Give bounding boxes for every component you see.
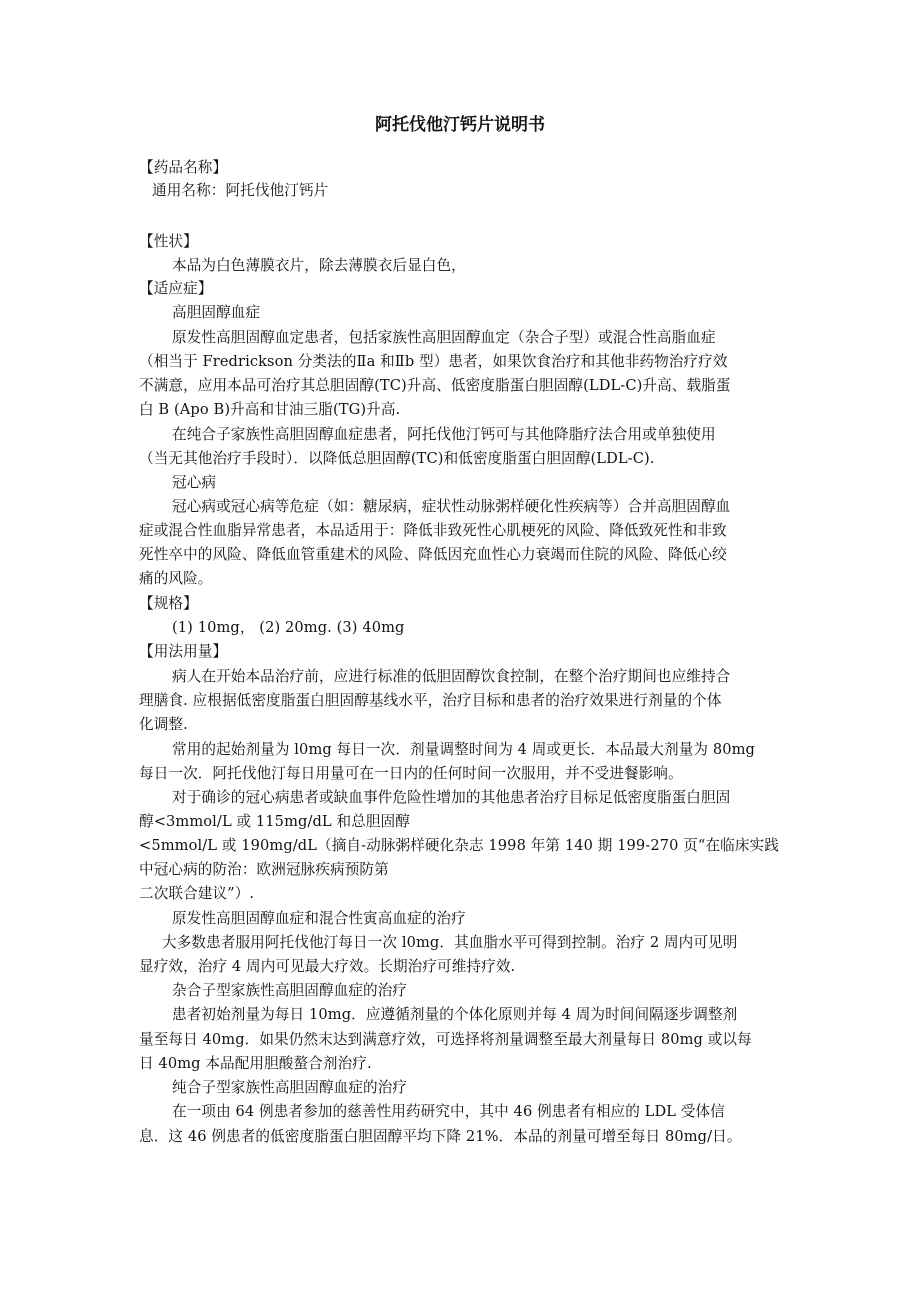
paragraph-line: 理膳食. 应根据低密度脂蛋白胆固醇基线水平，治疗目标和患者的治疗效果进行剂量的个体 (139, 692, 722, 709)
paragraph-line: 症或混合性血脂异常患者，本品适用于：降低非致死性心肌梗死的风险、降低致死性和非致 (139, 522, 727, 539)
paragraph-line: 死性卒中的风险、降低血管重建术的风险、降低因充血性心力衰竭而住院的风险、降低心绞 (139, 546, 727, 563)
paragraph-line: 常用的起始剂量为 l0mg 每日一次．剂量调整时间为 4 周或更长．本品最大剂量为 80mg (172, 741, 755, 758)
paragraph-line: <5mmol/L 或 190mg/dL（摘自-动脉粥样硬化杂志 1998 年第 140 期 199-270 页“在临床实践 (139, 837, 779, 854)
paragraph-line: 二次联合建议”）. (139, 885, 255, 902)
paragraph-line: 不满意，应用本品可治疗其总胆固醇(TC)升高、低密度脂蛋白胆固醇(LDL-C)升高、载脂蛋 (139, 377, 731, 394)
paragraph-line: 患者初始剂量为每日 10mg．应遵循剂量的个体化原则并每 4 周为时间间隔逐步调整剂 (172, 1006, 738, 1023)
paragraph-line: 量至每日 40mg．如果仍然末达到满意疗效，可选择将剂量调整至最大剂量每日 80mg 或以每 (139, 1031, 752, 1048)
generic-name: 通用名称：阿托伐他汀钙片 (152, 182, 329, 199)
spec-heading: 【规格】 (139, 595, 198, 612)
paragraph-line: 痛的风险。 (139, 570, 213, 587)
paragraph-line: 化调整. (139, 716, 188, 733)
paragraph-line: 显疗效，治疗 4 周内可见最大疗效。长期治疗可维持疗效. (139, 958, 516, 975)
paragraph-line: 中冠心病的防治：欧洲冠脉疾病预防第 (139, 861, 389, 878)
paragraph-line: （当无其他治疗手段时）．以降低总胆固醇(TC)和低密度脂蛋白胆固醇(LDL-C). (139, 450, 655, 467)
usage-subheading: 原发性高胆固醇血症和混合性寅高血症的治疗 (172, 910, 466, 927)
paragraph-line: （相当于 Fredrickson 分类法的Ⅱa 和Ⅱb 型）患者，如果饮食治疗和其他非药物治疗疗效 (139, 353, 728, 370)
paragraph-line: 醇<3mmol/L 或 115mg/dL 和总胆固醇 (139, 813, 410, 830)
document-title: 阿托伐他汀钙片说明书 (375, 115, 545, 135)
indications-heading: 【适应症】 (139, 280, 213, 297)
character-heading: 【性状】 (139, 233, 198, 250)
spec-text: (1) 10mg， (2) 20mg. (3) 40mg (172, 619, 405, 636)
paragraph-line: 原发性高胆固醇血定患者，包括家族性高胆固醇血定（杂合子型）或混合性高脂血症 (172, 329, 716, 346)
paragraph-line: 对于确诊的冠心病患者或缺血事件危险性增加的其他患者治疗目标足低密度脂蛋白胆固 (172, 789, 731, 806)
paragraph-line: 在一项由 64 例患者参加的慈善性用药研究中，其中 46 例患者有相应的 LDL 受体信 (172, 1103, 725, 1120)
paragraph-line: 息．这 46 例患者的低密度脂蛋白胆固醇平均下降 21%．本品的剂量可增至每日 80mg/日。 (139, 1128, 742, 1145)
usage-subheading: 纯合子型家族性高胆固醇血症的治疗 (172, 1079, 408, 1096)
paragraph-line: 冠心病或冠心病等危症（如：糖尿病，症状性动脉粥样硬化性疾病等）合并高胆固醇血 (172, 498, 731, 515)
paragraph-line: 日 40mg 本品配用胆酸螯合剂治疗. (139, 1055, 372, 1072)
indications-subheading: 冠心病 (172, 474, 217, 491)
paragraph-line: 每日一次．阿托伐他汀每日用量可在一日内的任何时间一次服用，并不受进餐影响。 (139, 765, 683, 782)
paragraph-line: 在纯合子家族性高胆固醇血症患者，阿托伐他汀钙可与其他降脂疗法合用或单独使用 (172, 426, 716, 443)
paragraph-line: 病人在开始本品治疗前，应进行标准的低胆固醇饮食控制，在整个治疗期间也应维持合 (172, 668, 731, 685)
character-text: 本品为白色薄膜衣片，除去薄膜衣后显白色， (172, 257, 466, 274)
indications-subheading: 高胆固醇血症 (172, 304, 261, 321)
paragraph-line: 大多数患者服用阿托伐他汀每日一次 l0mg．其血脂水平可得到控制。治疗 2 周内可见明 (162, 934, 738, 951)
usage-heading: 【用法用量】 (139, 643, 228, 660)
paragraph-line: 白 B (Apo B)升高和甘油三脂(TG)升高. (139, 401, 401, 418)
drug-name-heading: 【药品名称】 (139, 159, 228, 176)
usage-subheading: 杂合子型家族性高胆固醇血症的治疗 (172, 982, 408, 999)
